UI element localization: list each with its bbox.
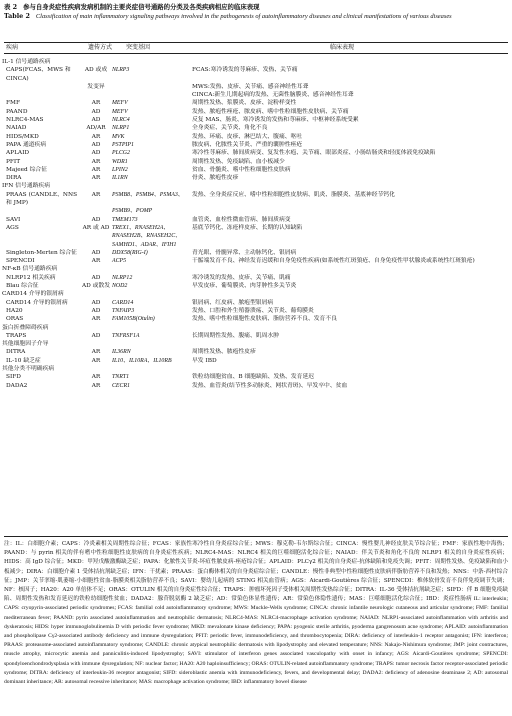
table-row — [0, 282, 512, 290]
notes-zh: 注：IL：白细胞介素；CAPS：冷炎素相关周期性综合征；FCAS：家族性寒冷性自身炎症综合征；MWS：穆克勒-韦尔斯综合征；CINCA：慢性婴儿神经皮肤关节综合征；FMF：家族性地中海热；PAAND：与 pyrin 相关的伴有嗜中性粒细胞性皮肤病的自身炎症性疾病；NLRC4-MAS：NLRC4 相关的巨噬细胞活化综合征；NAIAD：伴关节炎和角化不良的 NLRP1 相关的自身炎症性疾病；HIDS：高 IgD 综合征；MKD：甲羟戊酸激酶缺乏症；PAPA：化脓性关节炎-坏疽性脓皮病-痤疮综合征；APLAID：PLCγ2 相关的自身炎症-抗体缺陷和免疫失调；PFIT：周期性发热、免疫缺陷和血小板减少；DIRA：白细胞介素 1 受体拮抗剂缺乏症；IFN：干扰素；PRAAS：蛋白酶体相关的自身炎症综合征；CANDLE：慢性非典型中性粒细胞性皮肤病伴脂肪营养不良和发热；NNS：中条-西村综合征；JMP：关节挛缩-肌萎缩-小细胞性贫血-脂膜炎相关脂肪营养不良；SAVI：婴幼儿起病的 STING 相关血管病；AGS：Aicardi-Goutières 综合征；SPENCDI：椎体软骨发育不良伴免疫调节失调；NF：核因子；HA20：A20 单倍体不足；ORAS：OTULIN 相关的自身炎症性综合征；TRAPS：肿瘤坏死因子受体相关周期性发热综合征；DITRA：IL-36 受体拮抗剂缺乏症；SIFD：伴 B 细胞免疫缺陷、周期性发热和发育延迟的铁粒幼细胞性贫血；DADA2：腺苷脱氨酶 2 缺乏症；AD：常染色体显性遗传；AR：常染色体隐性遗传；MAS：巨噬细胞活化综合征；IBD：炎症性肠病 — [4, 541, 508, 603]
table-row — [0, 373, 512, 381]
table-row — [0, 141, 512, 149]
clinical-cell — [192, 207, 508, 215]
disease-cell: NLRP12 相关疾病 — [6, 274, 56, 281]
table-row — [0, 191, 512, 208]
table-title-zh: 参与自身炎症性疾病发病机制的主要炎症信号通路的分类及各类疾病相应的临床表现 — [23, 3, 260, 11]
bottom-rule — [4, 536, 508, 537]
gene-cell: TMEM173 — [112, 216, 138, 223]
clinical-cell: 全身炎症、关节炎、角化不良 — [192, 125, 268, 132]
table-row — [0, 133, 512, 141]
inheritance-cell: AD — [91, 249, 101, 256]
inheritance-cell: AR — [91, 382, 101, 389]
table-group-row — [0, 182, 512, 190]
clinical-cell: 长期周期性发热、腹痛、肌周水肿 — [192, 332, 279, 339]
table-group-row — [0, 365, 512, 373]
table-row — [0, 348, 512, 356]
disease-cell: SAVI — [6, 216, 21, 223]
disease-cell — [0, 207, 80, 215]
gene-cell — [112, 83, 192, 91]
inheritance-cell: AD — [91, 216, 101, 223]
table-row — [0, 216, 512, 224]
inheritance-cell: AR — [91, 349, 101, 356]
inheritance-cell: AR — [91, 100, 101, 107]
disease-cell: PFIT — [6, 158, 21, 165]
clinical-cell: 发热、口腔和外生殖器溃疡、关节炎、葡萄膜炎 — [192, 307, 314, 314]
inheritance-cell: AD 或散发 — [81, 283, 111, 290]
inheritance-cell: AR — [91, 374, 101, 381]
table-row — [0, 99, 512, 107]
clinical-cell: 寒冷性荨麻疹、肺间质病变、复发性水疱、关节痛、眼部炎症、小肠结肠炎和轻度体液免疫缺陷 — [192, 150, 436, 157]
group-label: IFN 信号通路疾病 — [2, 183, 51, 190]
gene-cell: TNRT1 — [112, 374, 130, 381]
clinical-cell: MWS:发热、皮疹、关节痛、感音神经性耳聋 — [192, 83, 309, 90]
disease-cell: AGS — [6, 224, 19, 231]
clinical-cell: 周期性发热、脓疱性皮疹 — [192, 349, 256, 356]
disease-cell: Blau 综合征 — [6, 283, 39, 290]
clinical-cell: 早发皮疹、葡萄膜炎、肉芽肿性多关节炎 — [192, 283, 297, 290]
top-rule — [4, 42, 508, 43]
inheritance-cell: AD — [91, 299, 101, 306]
inheritance-cell: AR 或 AD — [82, 224, 110, 231]
header-rule — [4, 53, 508, 54]
table-group-row — [0, 324, 512, 332]
table-row — [0, 116, 512, 124]
inheritance-cell: 发变异 — [87, 83, 105, 90]
inheritance-cell: AR — [91, 258, 101, 265]
disease-cell — [0, 83, 80, 91]
gene-cell: ACP5 — [112, 258, 127, 265]
gene-cell: NLRC4 — [112, 117, 130, 124]
inheritance-cell — [80, 232, 112, 240]
gene-cell: MEFV — [112, 108, 128, 115]
table-group-row — [0, 265, 512, 273]
gene-cell: MEFV — [112, 100, 128, 107]
gene-cell: PSMB8、PSMB4、PSMA3、 — [112, 191, 184, 198]
gene-cell: DDX58(RIG-I) — [112, 249, 148, 256]
table-row — [0, 66, 512, 83]
table-row — [0, 332, 512, 340]
gene-cell: IL1RN — [112, 175, 128, 182]
disease-cell: NLRC4-MAS — [6, 117, 44, 124]
inheritance-cell: AD — [91, 108, 101, 115]
table-row — [0, 307, 512, 315]
table-body — [0, 58, 512, 390]
clinical-cell: 发热、血管炎(结节性多动脉炎、网状青斑)、早发卒中、贫血 — [192, 382, 348, 389]
table-number: 表 2 — [4, 3, 18, 11]
disease-cell: CAPS(FCAS、MWS 和 CINCA) — [6, 67, 71, 82]
table-row — [0, 83, 512, 91]
table-number-en: Table 2 — [4, 11, 30, 20]
disease-cell: NAIAD — [6, 125, 27, 132]
table-row — [0, 108, 512, 116]
clinical-cell: 基底节钙化、冻疮样皮疹、长期的认知缺陷 — [192, 224, 303, 231]
gene-cell: IL36RN — [112, 349, 131, 356]
clinical-cell: 骨炎、脓疱性皮疹 — [192, 175, 239, 182]
header-clinical: 临床表现 — [330, 44, 355, 51]
table-row — [0, 149, 512, 157]
table-row — [0, 249, 512, 257]
inheritance-cell — [80, 91, 112, 99]
inheritance-cell: AR — [91, 191, 101, 198]
inheritance-cell: AD — [91, 332, 101, 339]
disease-cell: DITRA — [6, 349, 26, 356]
disease-cell: APLAID — [6, 150, 30, 157]
table-row — [0, 224, 512, 232]
table-group-row — [0, 58, 512, 66]
disease-cell: SPENCDI — [6, 258, 35, 265]
inheritance-cell: AR — [91, 133, 101, 140]
table-group-row — [0, 290, 512, 298]
gene-cell: IL10、IL10RA、IL10RB — [112, 357, 172, 364]
gene-cell: NLRP3 — [112, 67, 130, 74]
disease-cell: Majeed 综合征 — [6, 166, 47, 173]
clinical-cell: 干骺端发育不良、神经发育迟缓和自身免疫性疾病(如系统性红斑狼疮、自身免疫性甲状腺炎或系统性红斑狼疮) — [192, 258, 475, 265]
table-row — [0, 158, 512, 166]
disease-cell: PAAND — [6, 108, 28, 115]
disease-cell: HIDS/MKD — [6, 133, 39, 140]
gene-cell: NLRP1 — [112, 125, 130, 132]
group-label: NF-κB 信号通路疾病 — [2, 266, 58, 273]
gene-cell: WDR1 — [112, 158, 128, 165]
disease-cell: SIFD — [6, 374, 21, 381]
disease-cell: PRAAS (CANDLE、NNS 和 JMP) — [6, 191, 78, 207]
table-row — [0, 166, 512, 174]
disease-cell: IL-10 缺乏症 — [6, 357, 41, 364]
clinical-cell: 发热、嗜中性粒细胞性皮肤病、脂肪营养不良、发育不良 — [192, 316, 337, 323]
clinical-cell: 贫血、骨髓炎、嗜中性粒细胞性皮肤病 — [192, 166, 291, 173]
gene-cell: TNFAIP3 — [112, 307, 135, 314]
inheritance-cell: AR — [91, 158, 101, 165]
inheritance-cell: AR — [91, 357, 101, 364]
group-label: 其他分类不明确疾病 — [2, 365, 55, 372]
gene-cell: PSTPIP1 — [112, 141, 134, 148]
gene-cell: NLRP12 — [112, 274, 133, 281]
clinical-cell: 发热、全身炎症反应、嗜中性粒细胞性皮肤病、肌炎、脂膜炎、基底神经节钙化 — [192, 191, 395, 198]
gene-cell: FAM105B(Otulin) — [112, 316, 155, 323]
table-title-en: Classification of main inflammatory signaling pathways involved in the pathogenesis of autoinflammatory diseases and clinical manifestations of various diseases — [35, 12, 452, 20]
disease-cell: PAPA 通道疾病 — [6, 141, 47, 148]
header-gene: 突变基因 — [126, 44, 151, 51]
clinical-cell: 周期性发热、免疫缺陷、血小板减少 — [192, 158, 285, 165]
table-row — [0, 357, 512, 365]
disease-cell: TRAPS — [6, 332, 27, 339]
table-row — [0, 274, 512, 282]
gene-cell: SAMHD1、ADAR、IFIH1 — [112, 241, 177, 248]
disease-cell: DIRA — [6, 175, 22, 182]
gene-cell: CECR1 — [112, 382, 130, 389]
gene-cell: TNFRSF1A — [112, 332, 140, 339]
disease-cell: DADA2 — [6, 382, 28, 389]
table-row — [0, 257, 512, 265]
gene-cell: PSMB9、POMP — [112, 208, 153, 215]
notes-en: IL: interleukin; CAPS: cryopyrin-associated periodic syndromes; FCAS: familial cold autoinflammatory syndrome; MWS: Muckle-Wells syndrome; CINCA: chronic infantile neurologic cutaneous and articular syndrome; FMF: familial mediterranean fever; PAAND: pyrin associated autoinflammation and neutrophilic dermatosis; NLRC4-MAS: NLRC4-macrophage activation syndrome; NAIAD: NLRP1-associated autoinflammation with arthritis and dyskeratosis; HIDS: hyper immunoglobulinemia D with periodic fever syndrome; MKD: mevalonate kinase deficiency; PAPA: pyogenic sterile arthritis, pyoderma gangrenosum acne syndrome; APLAID: autoinflammation and phospholipase Cγ2-associated antibody deficiency and immune dysregulation; PFIT: periodic fever, immunodeficiency, and thrombocytopenia; DIRA: deficiency of interleukin-1 receptor antagonist; IFN: interferon; PRAAS: proteasome-associated autoinflammatory syndrome; CANDLE: chronic atypical neutrophilic dermatosis with lipodystrophy and elevated temperature; NNS: Nakajo-Nishimura syndrome; JMP: joint contractures, muscle atrophy, microcytic anemia and panniculitis-induced lipodystrophy; SAVI: stimulator of interferon genes associated vasculopathy with onset in infancy; AGS: Aicardi-Goutières syndrome; SPENCDI: spondyloenchondrodysplasia with immune dysregulation; NF: nuclear factor; HA20: A20 haploinsufficiency; ORAS: OTULIN-related autoinflammatory syndrome; TRAPS: tumor necrosis factor receptor-associated periodic syndrome; DITRA: deficiency of interleukin-36 receptor antagonist; SIFD: sideroblastic anemia with immunodeficiency, fevers, and developmental delay; DADA2: deficiency of adenosine deaminase 2; AD: autosomal dominant inheritance; AR: autosomal recessive inheritance; MAS: macrophage activation syndrome; IBD: inflammatory bowel disease — [4, 596, 508, 686]
clinical-cell: CINCA:新生儿期起病的发热、无菌性脑膜炎、感音神经性耳聋 — [192, 92, 354, 99]
group-label: CARD14 介导的银屑病 — [2, 291, 64, 298]
table-row — [0, 124, 512, 132]
table-notes — [4, 540, 508, 687]
disease-cell: FMF — [6, 100, 20, 107]
clinical-cell: 血管炎、血栓性微血管病、肺间质病变 — [192, 216, 291, 223]
clinical-cell: 青光眼、骨髓异常、主动脉钙化、银屑病 — [192, 249, 297, 256]
inheritance-cell — [80, 207, 112, 215]
inheritance-cell: AD — [91, 150, 101, 157]
group-label: 其他细胞因子介导 — [2, 341, 49, 348]
inheritance-cell: AR — [91, 166, 101, 173]
table-row — [0, 232, 512, 240]
table-row — [0, 207, 512, 215]
gene-cell: RNASEH2B、RNASEH2C、 — [112, 233, 182, 240]
clinical-cell: 铁粒幼细胞贫血、B 细胞缺陷、发热、发育延迟 — [192, 374, 315, 381]
gene-cell: CARD14 — [112, 299, 134, 306]
inheritance-cell: AD — [91, 307, 101, 314]
clinical-cell: 反复 MAS、肠炎、寒冷诱发的发热和荨麻疹、中枢神经系统受累 — [192, 117, 359, 124]
header-disease: 疾病 — [6, 44, 19, 51]
header-inheritance: 遗传方式 — [88, 44, 113, 51]
clinical-cell: 寒冷诱发的发热、皮疹、关节痛、肌痛 — [192, 274, 291, 281]
clinical-cell: 早发 IBD — [192, 357, 217, 364]
table-row — [0, 315, 512, 323]
table-row — [0, 382, 512, 390]
disease-cell: HA20 — [6, 307, 23, 314]
gene-cell — [112, 91, 192, 99]
gene-cell: NOD2 — [112, 283, 128, 290]
clinical-cell: 脓皮病、化脓性关节炎、严重的囊肿性痤疮 — [192, 141, 303, 148]
gene-cell: MVK — [112, 133, 125, 140]
inheritance-cell: AD — [91, 117, 101, 124]
table-row — [0, 91, 512, 99]
gene-cell: PLCG2 — [112, 150, 131, 157]
inheritance-cell: AD — [91, 274, 101, 281]
group-label: 蛋白折叠障碍疾病 — [2, 324, 49, 331]
inheritance-cell: AR — [91, 316, 101, 323]
inheritance-cell: AD/AR — [86, 125, 106, 132]
table-row — [0, 174, 512, 182]
disease-cell: Singleton-Merten 综合征 — [6, 249, 77, 256]
disease-cell — [0, 232, 80, 240]
clinical-cell — [192, 232, 508, 240]
inheritance-cell: AD 或成 — [84, 67, 108, 74]
inheritance-cell: AR — [91, 175, 101, 182]
clinical-cell: 周期性发热、浆膜炎、皮疹、淀粉样变性 — [192, 100, 297, 107]
inheritance-cell — [80, 241, 112, 249]
table-row — [0, 241, 512, 249]
clinical-cell: 银屑病、红皮病、脓疱型银屑病 — [192, 299, 274, 306]
disease-cell: CARD14 介导的银屑病 — [6, 299, 68, 306]
clinical-cell: 发热、环痛、皮疹、淋巴结大、腹痛、呕吐 — [192, 133, 303, 140]
disease-cell — [0, 91, 80, 99]
disease-cell: ORAS — [6, 316, 24, 323]
table-caption — [4, 3, 508, 21]
group-label: IL-1 信号通路疾病 — [2, 59, 51, 65]
table-group-row — [0, 340, 512, 348]
clinical-cell: FCAS:寒冷诱发的荨麻疹、发热、关节痛 — [192, 67, 298, 74]
clinical-cell: 发热、脓疱性痤疮、脓皮病、嗜中性粒细胞性皮肤病、关节痛 — [192, 108, 349, 115]
gene-cell: TREX1、RNASEH2A、 — [112, 224, 170, 231]
table-row — [0, 299, 512, 307]
clinical-cell — [192, 241, 508, 249]
gene-cell: LPIN2 — [112, 166, 128, 173]
inheritance-cell: AD — [91, 141, 101, 148]
disease-cell — [0, 241, 80, 249]
